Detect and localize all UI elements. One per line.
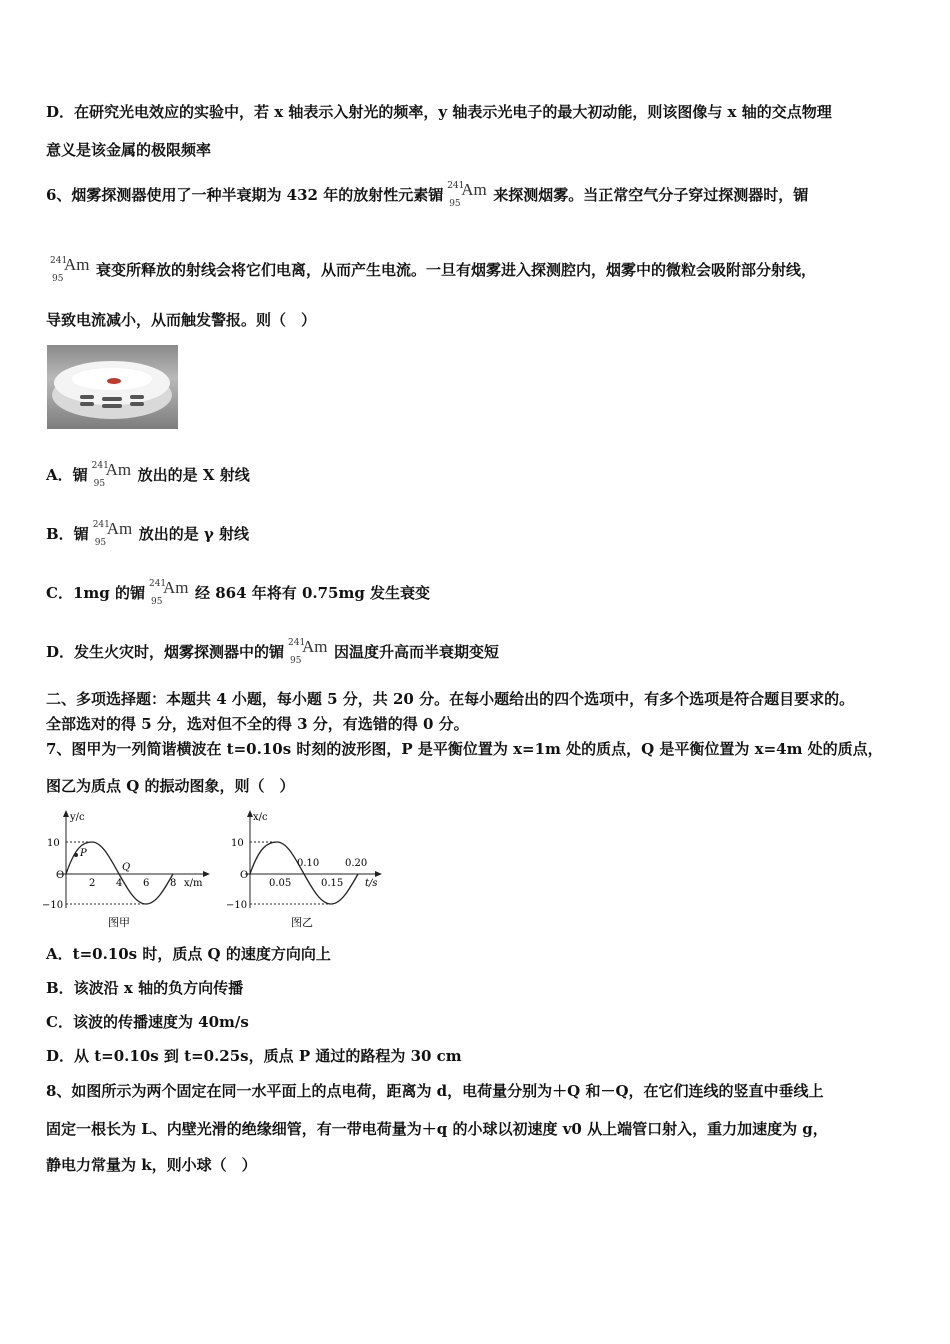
graph-yi-origin: O	[240, 870, 249, 881]
q5-option-d-line1: D．在研究光电效应的实验中，若 x 轴表示入射光的频率，y 轴表示光电子的最大初动能，则该图像与 x 轴的交点物理	[46, 103, 832, 121]
graph-jia-xtick: 6	[143, 878, 150, 889]
q6-option-a: A．镅 241 95 Am 放出的是 X 射线	[46, 460, 250, 489]
smoke-detector-photo	[47, 345, 178, 429]
graph-jia-ylabel: y/c	[70, 812, 85, 823]
q7-stem-line2: 图乙为质点 Q 的振动图象，则（ ）	[46, 777, 295, 795]
graph-yi-xtick: 0.20	[345, 858, 368, 869]
am-nuclide: 241 95 Am	[92, 519, 133, 548]
q7-option-a: A．t=0.10s 时，质点 Q 的速度方向向上	[46, 945, 331, 963]
graph-yi-xtick: 0.05	[269, 878, 292, 889]
q5-option-d-line2: 意义是该金属的极限频率	[46, 141, 212, 159]
graph-jia-p-label: P	[80, 848, 87, 859]
graph-jia-xtick: 8	[170, 878, 177, 889]
am-nuclide: 241 95 Am	[447, 180, 487, 209]
q7-stem-line1: 7、图甲为一列简谐横波在 t=0.10s 时刻的波形图，P 是平衡位置为 x=1m 处的质点，Q 是平衡位置为 x=4m 处的质点，	[46, 740, 883, 758]
am-nuclide: 241 95 Am	[91, 460, 132, 489]
am-nuclide: 241 95 Am	[148, 578, 189, 607]
graph-jia-xtick: 2	[89, 878, 96, 889]
q7-option-b: B．该波沿 x 轴的负方向传播	[46, 979, 244, 997]
q7-option-c: C．该波的传播速度为 40m/s	[46, 1013, 249, 1031]
q6-option-b: B．镅 241 95 Am 放出的是 γ 射线	[46, 519, 250, 548]
graph-yi-xtick: 0.10	[297, 858, 320, 869]
graph-jia-caption: 图甲	[108, 916, 130, 929]
graph-yi-ytick-bottom: −10	[226, 900, 248, 911]
section2-heading-line1: 二、多项选择题：本题共 4 小题，每小题 5 分，共 20 分。在每小题给出的四个选项中，有多个选项是符合题目要求的。	[46, 690, 855, 708]
q8-stem-line2: 固定一根长为 L、内壁光滑的绝缘细管，有一带电荷量为＋q 的小球以初速度 v0 从上端管口射入，重力加速度为 g，	[46, 1120, 828, 1138]
graph-jia-origin: O	[56, 870, 65, 881]
am-nuclide: 241 95 Am	[288, 637, 328, 666]
wave-graph-jia	[40, 808, 215, 933]
graph-jia-ytick-bottom: −10	[42, 900, 64, 911]
graph-jia-xlabel: x/m	[184, 878, 203, 889]
graph-jia-ytick-top: 10	[47, 838, 60, 849]
q6-stem-line3: 导致电流减小，从而触发警报。则（ ）	[46, 311, 317, 329]
graph-jia-q-label: Q	[122, 862, 131, 873]
vibration-graph-yi	[225, 808, 390, 933]
q6-option-c: C．1mg 的镅 241 95 Am 经 864 年将有 0.75mg 发生衰变	[46, 578, 431, 607]
graph-yi-xlabel: t/s	[365, 878, 378, 889]
graph-yi-caption: 图乙	[291, 916, 313, 929]
graph-yi-xtick: 0.15	[321, 878, 344, 889]
q6-option-d: D．发生火灾时，烟雾探测器中的镅 241 95 Am 因温度升高而半衰期变短	[46, 637, 500, 666]
graph-yi-ylabel: x/c	[253, 812, 268, 823]
graph-jia-xtick: 4	[116, 878, 123, 889]
am-nuclide: 241 95 Am	[50, 255, 90, 284]
q6-stem-line1: 6、烟雾探测器使用了一种半衰期为 432 年的放射性元素镅 241 95 Am 来探测烟雾。当正常空气分子穿过探测器时，镅	[46, 180, 809, 209]
q7-option-d: D．从 t=0.10s 到 t=0.25s，质点 P 通过的路程为 30 cm	[46, 1047, 462, 1065]
q6-stem-line2: 241 95 Am 衰变所释放的射线会将它们电离，从而产生电流。一旦有烟雾进入探测腔内，烟雾中的微粒会吸附部分射线，	[46, 260, 816, 281]
graph-yi-ytick-top: 10	[231, 838, 244, 849]
section2-heading-line2: 全部选对的得 5 分，选对但不全的得 3 分，有选错的得 0 分。	[46, 715, 469, 733]
q8-stem-line3: 静电力常量为 k，则小球（ ）	[46, 1156, 257, 1174]
q8-stem-line1: 8、如图所示为两个固定在同一水平面上的点电荷，距离为 d，电荷量分别为＋Q 和－Q，在它们连线的竖直中垂线上	[46, 1082, 824, 1100]
